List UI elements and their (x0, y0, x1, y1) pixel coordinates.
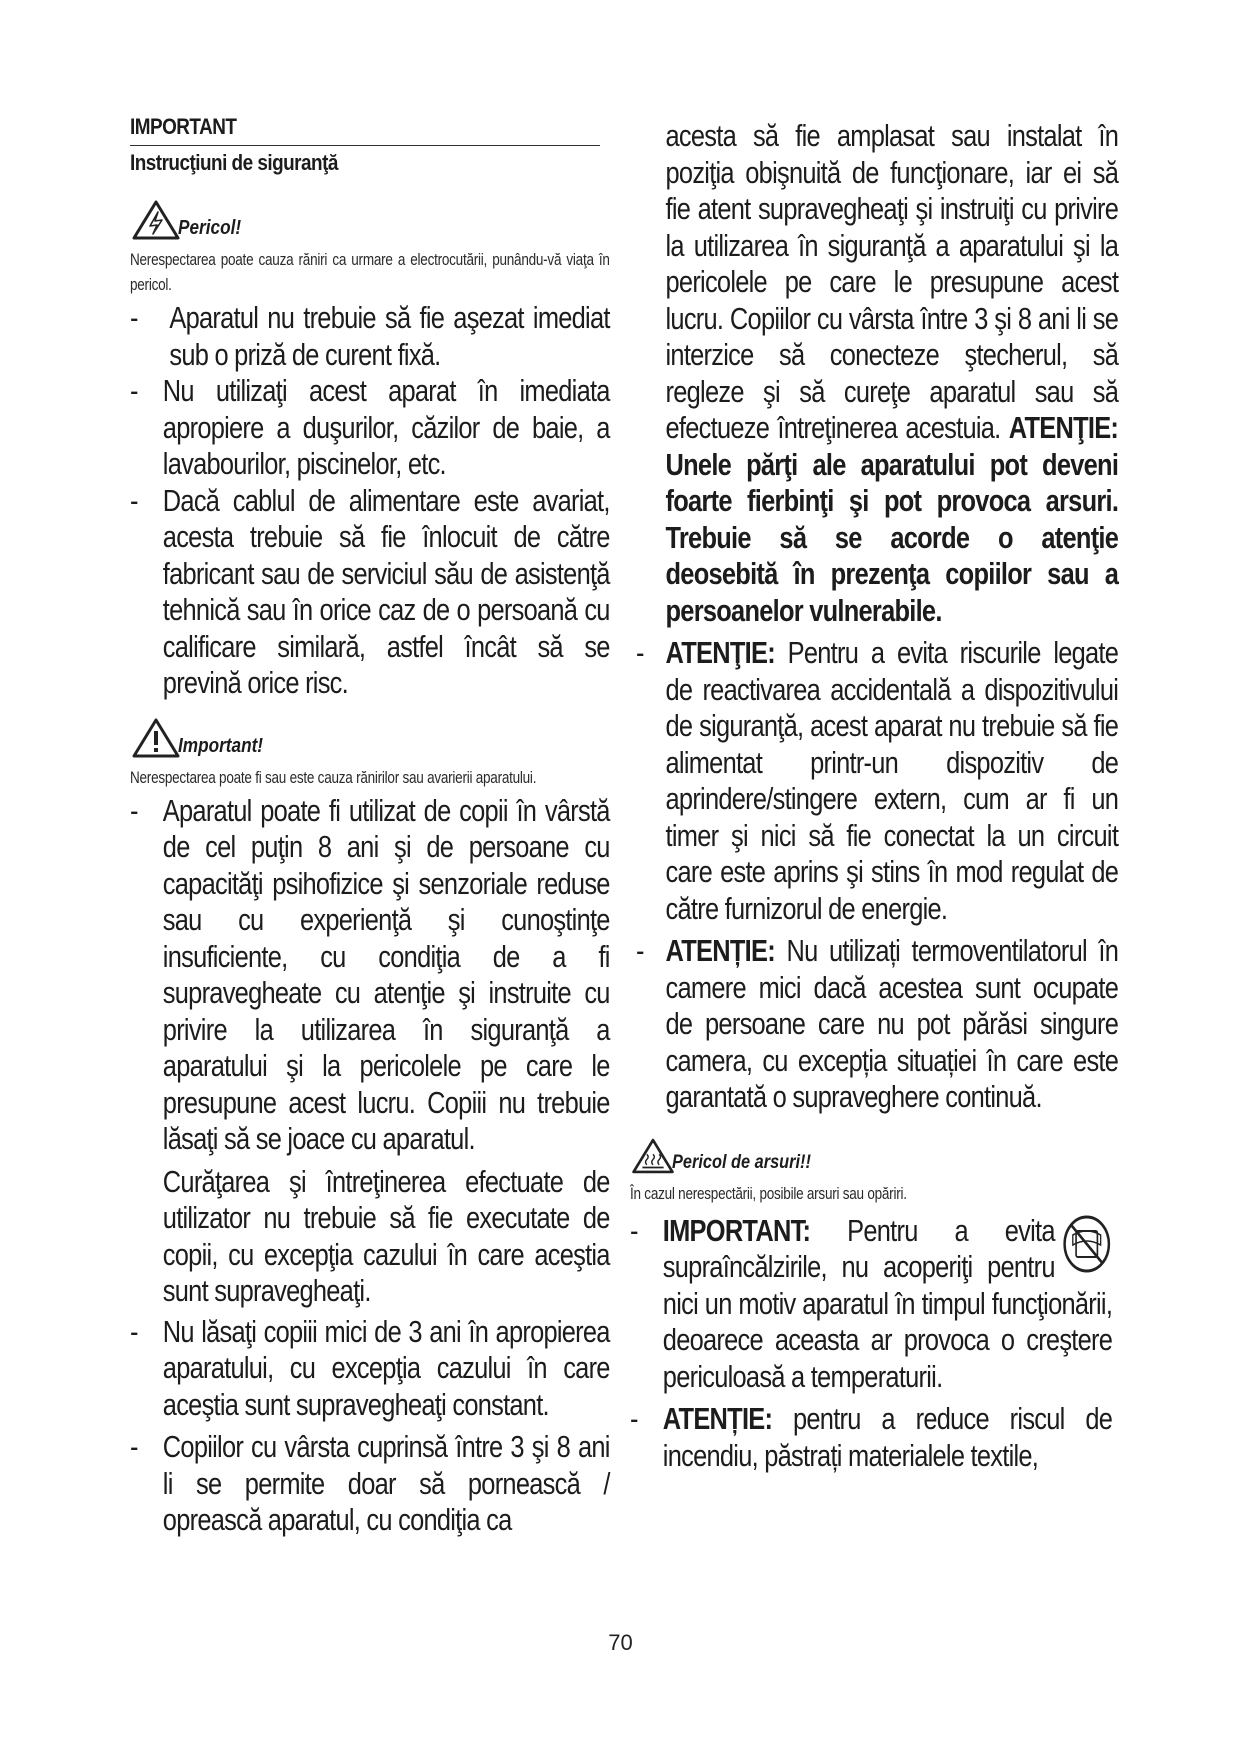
danger-heading (130, 198, 610, 242)
important-heading (130, 716, 610, 760)
list-item: - ATENȚIE: pentru a reduce riscul de incendiu, păstrați materialele textile, (630, 1401, 1113, 1473)
burn-heading (630, 1132, 1118, 1176)
list-item: - Aparatul poate fi utilizat de copii în vârstă de cel puţin 8 ani şi de persoane cu capacităţi psihofizice şi senzoriale reduse sau cu experienţă şi cunoştinţe insuficiente, cu condiţia de a fi supravegheate cu atenţie şi instruite cu privire la utilizarea în siguranţă a aparatului şi la pericolele pe care le presupune acest lucru. Copiii nu trebuie lăsaţi să se joace cu aparatul. (130, 792, 610, 1156)
list-item: - Copiilor cu vârsta cuprinsă între 3 şi 8 ani li se permite doar să pornească / oprească aparatul, cu condiţia ca (130, 1429, 610, 1537)
section-subheading: Instrucţiuni de siguranţă (130, 150, 338, 175)
left-column (130, 114, 610, 1539)
list-item: - Aparatul nu trebuie să fie aşezat imediat sub o priză de curent fixă. (130, 300, 610, 372)
list-item: - IMPORTANT: Pentru a evita supraîncălzirile, nu acoperiţi pentru nici un motiv aparatul în timpul funcţionării, deoarece aceasta ar provoca o creştere periculoasă a temperaturii. (630, 1212, 1113, 1394)
continued-text: acesta să fie amplasat sau instalat în poziţia obişnuită de funcţionare, iar ei să fie atent supravegheaţi şi instruiţi cu privire la utilizarea în siguranţă a aparatului şi la pericolele pe care le presupune acest lucru. Copiilor cu vârsta între 3 şi 8 ani li se interzice să conecteze ştecherul, să regleze şi să cureţe aparatul sau să efectueze întreţinerea acestuia. ATENŢIE: Unele părţi ale aparatului pot deveni foarte fierbinţi şi pot provoca arsuri. Trebuie să se acorde o atenţie deosebită în prezenţa copiilor sau a persoanelor vulnerabile. (665, 118, 1119, 628)
danger-list (130, 300, 610, 702)
important-note: Nerespectarea poate fi sau este cauza rănirilor sau avarierii aparatului. (130, 768, 537, 787)
danger-note: Nerespectarea poate cauza răniri ca urmare a electrocutării, punându-vă viaţa în pericol. (130, 251, 610, 294)
burn-note: În cazul nerespectării, posibile arsuri sau opăriri. (630, 1184, 907, 1203)
list-item: - ATENŢIE: Pentru a evita riscurile legate de reactivarea accidentală a dispozitivului de siguranţă, acest aparat nu trebuie să fie alimentat printr-un dispozitiv de aprindere/stingere extern, cum ar fi un timer şi nici să fie conectat la un circuit care este aprins şi stins în mod regulat de către furnizorul de energie. (636, 635, 1119, 926)
list-item: - Nu utilizaţi acest aparat în imediata apropiere a duşurilor, căzilor de baie, a lavabourilor, piscinelor, etc. (130, 373, 610, 481)
do-not-cover-icon (1061, 1213, 1112, 1275)
important-list (130, 793, 610, 1539)
list-item: - Nu lăsaţi copiii mici de 3 ani în apropierea aparatului, cu excepţia cazului în care aceştia sunt supravegheaţi constant. (130, 1313, 610, 1422)
warning-triangle-icon (130, 716, 182, 760)
hot-surface-icon (630, 1136, 676, 1176)
important-title: Important! (178, 734, 264, 757)
heading-divider (130, 145, 600, 146)
right-column (630, 118, 1119, 1474)
list-item: - ATENȚIE: Nu utilizați termoventilatorul în camere mici dacă acestea sunt ocupate de persoane care nu pot părăsi singure camera, cu excepția situației în care este garantată o supraveghere continuă. (636, 933, 1119, 1114)
list-item-continuation: Curăţarea şi întreţinerea efectuate de utilizator nu trebuie să fie executate de copii, cu excepţia cazului în care aceştia sunt supravegheaţi. (162, 1163, 610, 1308)
section-heading: IMPORTANT (130, 114, 237, 139)
page-number: 70 (608, 1630, 633, 1655)
list-item: - Dacă cablul de alimentare este avariat, acesta trebuie să fie înlocuit de către fabricant sau de serviciul său de asistenţă tehnică sau în orice caz de o persoană cu calificare similară, astfel încât să se prevină orice risc. (130, 482, 610, 700)
danger-title: Pericol! (178, 217, 242, 239)
burn-title: Pericol de arsuri!! (672, 1151, 811, 1173)
electric-hazard-icon (130, 198, 182, 242)
